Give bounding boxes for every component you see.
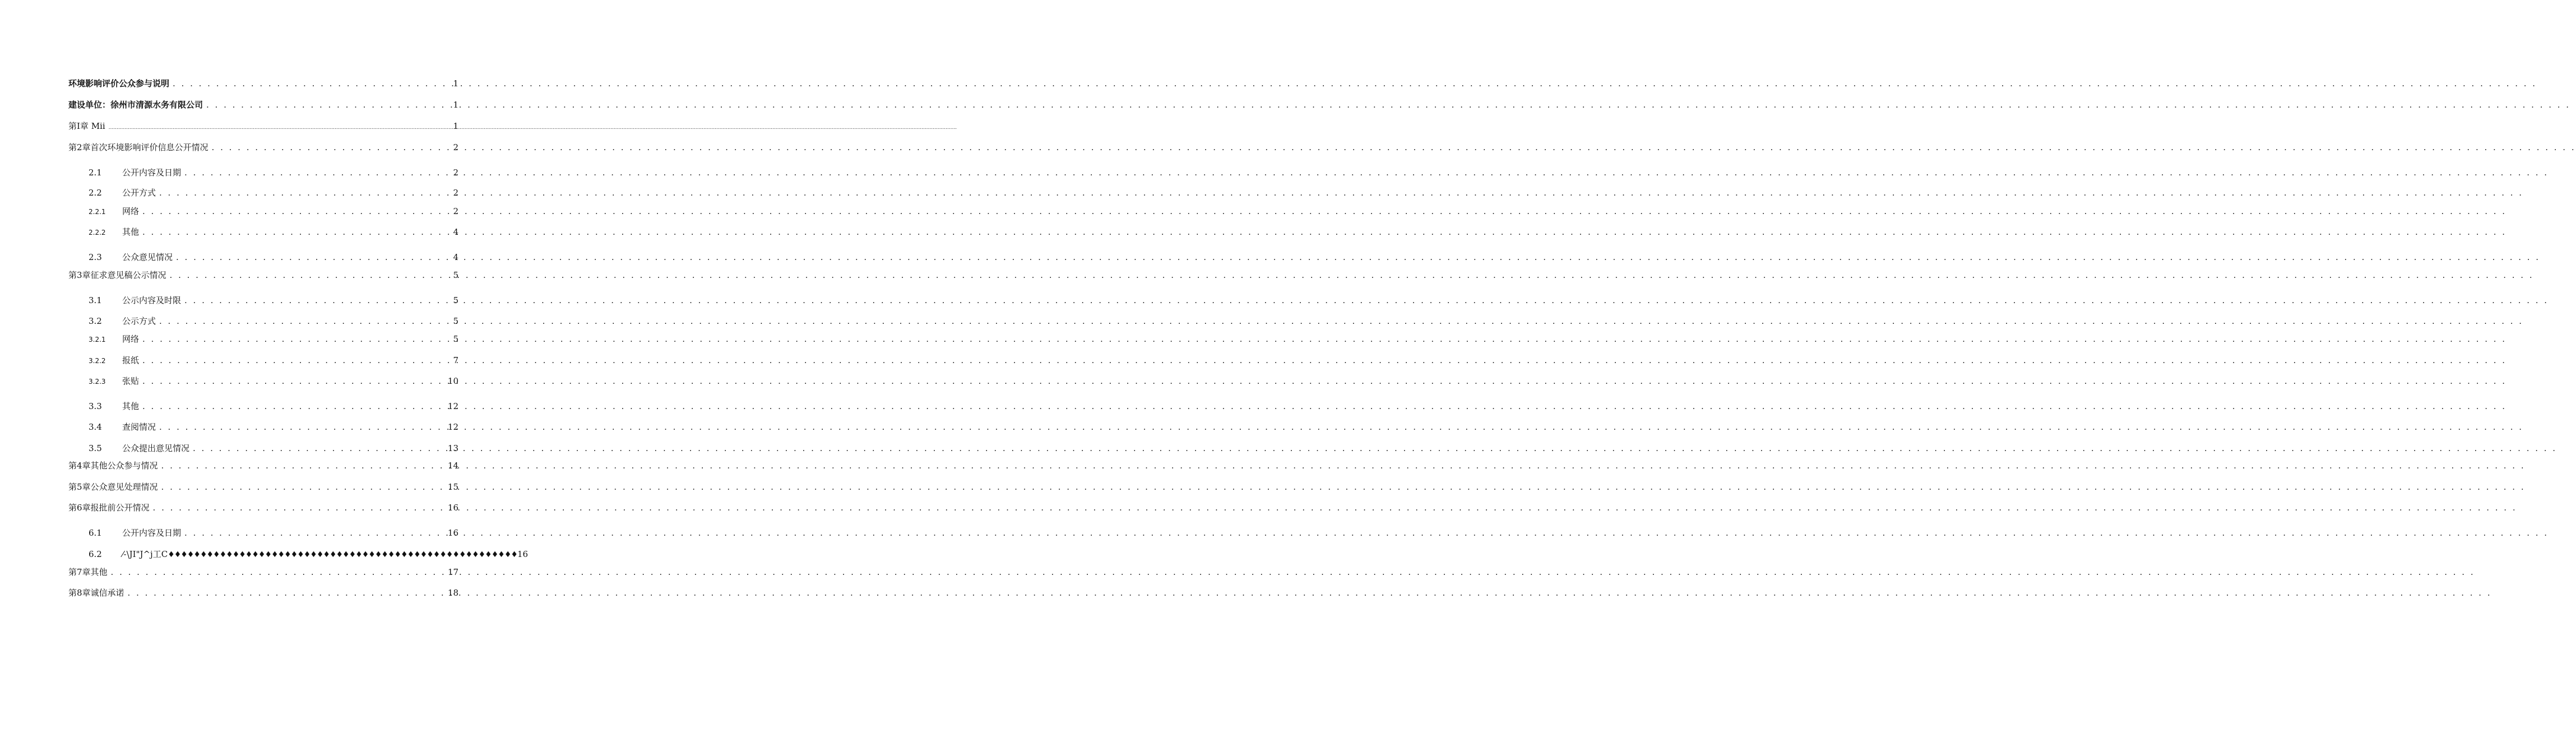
toc-dot-leader	[142, 374, 2506, 388]
toc-entry-title: 公开内容及日期	[122, 528, 182, 538]
toc-entry-title: 环境影响评价公众参与说明	[68, 78, 170, 89]
toc-entry-number: 3.3	[89, 401, 102, 411]
toc-dot-leader	[142, 332, 2506, 346]
toc-entry-number: 3.1	[89, 295, 102, 305]
toc-entry[interactable]	[0, 205, 516, 218]
toc-entry-number: 3.5	[89, 443, 102, 453]
toc-entry-title: 公众提出意见情况	[122, 443, 190, 453]
toc-entry-page: 16	[447, 528, 458, 538]
toc-dot-leader	[212, 141, 2576, 154]
toc-entry-number: 2.1	[89, 168, 102, 178]
toc-dot-leader	[170, 268, 2534, 282]
toc-dot-leader	[184, 166, 2549, 179]
toc-entry[interactable]	[0, 586, 516, 600]
toc-dot-leader	[161, 459, 2526, 472]
toc-entry-page: 12	[447, 422, 458, 432]
toc-dot-leader	[206, 98, 2570, 112]
toc-entry-page: 5	[453, 316, 458, 326]
toc-entry-number: 2.2.1	[89, 208, 106, 216]
toc-dot-leader	[184, 294, 2549, 307]
toc-dot-leader	[142, 354, 2506, 367]
toc-entry-number: 3.2.2	[89, 357, 106, 365]
toc-entry[interactable]	[0, 420, 516, 434]
toc-dot-leader	[159, 314, 2523, 328]
toc-dot-leader	[111, 565, 2475, 579]
toc-entry-page: 2	[453, 168, 458, 178]
toc-entry[interactable]	[0, 442, 516, 455]
toc-entry-title: 网络	[122, 334, 140, 344]
toc-dot-leader	[176, 250, 2540, 264]
toc-dot-leader	[173, 77, 2537, 90]
toc-entry[interactable]	[0, 526, 516, 540]
toc-entry-page: 12	[447, 401, 458, 411]
toc-dot-leader	[153, 501, 2517, 514]
toc-entry-number: 6.1	[89, 528, 102, 538]
toc-entry-title: 公开方式	[122, 188, 156, 198]
toc-entry[interactable]	[0, 141, 516, 154]
toc-entry-title: 建设单位：徐州市清源水务有限公司	[68, 100, 203, 110]
toc-entry-page: 17	[447, 567, 458, 577]
toc-entry-title: ⁄-\JI"J^j工C	[122, 549, 168, 559]
toc-entry[interactable]	[0, 77, 516, 90]
toc-entry-garbled-leader: ♦♦♦♦♦♦♦♦♦♦♦♦♦♦♦♦♦♦♦♦♦♦♦♦♦♦♦♦♦♦♦♦♦♦♦♦♦♦♦♦♦♦♦♦♦♦♦♦♦♦♦♦♦♦	[168, 550, 517, 559]
toc-entry-title: 张贴	[122, 376, 140, 386]
toc-entry[interactable]	[0, 400, 516, 413]
toc-entry-number: 2.2	[89, 188, 102, 198]
toc-entry-title: 公示方式	[122, 316, 156, 326]
toc-entry-page: 5	[453, 295, 458, 305]
toc-dot-leader	[159, 186, 2523, 199]
toc-entry-title: 第6章报批前公开情况	[68, 503, 150, 513]
toc-entry-title: 报纸	[122, 355, 140, 365]
toc-dot-leader	[193, 442, 2557, 455]
table-of-contents	[0, 0, 529, 729]
toc-entry-number: 2.2.2	[89, 229, 106, 236]
toc-entry-title: 第5章公众意见处理情况	[68, 482, 158, 492]
toc-entry-title: 第7章其他	[68, 567, 108, 577]
toc-entry-number: 3.2.1	[89, 336, 106, 343]
toc-entry-title: 第2章首次环境影响评价信息公开情况	[68, 142, 209, 152]
toc-entry[interactable]	[0, 166, 516, 179]
toc-entry[interactable]	[0, 565, 516, 579]
toc-entry[interactable]	[0, 98, 516, 112]
toc-entry[interactable]	[0, 314, 516, 328]
toc-entry-title: 第I章 Mii	[68, 121, 105, 131]
toc-dot-leader	[159, 420, 2523, 434]
toc-entry-page: 16	[517, 549, 529, 559]
toc-entry[interactable]	[0, 119, 516, 133]
toc-entry-page: 7	[453, 355, 458, 365]
toc-entry-page: 4	[453, 252, 458, 262]
toc-entry-page: 5	[453, 334, 458, 344]
toc-entry[interactable]	[0, 547, 529, 561]
toc-entry[interactable]	[0, 332, 516, 346]
toc-dot-leader	[109, 121, 957, 134]
toc-entry-page: 10	[447, 376, 458, 386]
toc-entry-title: 公示内容及时限	[122, 295, 182, 305]
toc-entry-page: 15	[447, 482, 458, 492]
toc-entry-page: 5	[453, 270, 458, 280]
toc-entry-title: 公开内容及日期	[122, 168, 182, 178]
toc-dot-leader	[142, 400, 2506, 413]
toc-entry-page: 2	[453, 142, 458, 152]
toc-entry-title: 公众意见情况	[122, 252, 173, 262]
toc-entry-number: 3.2.3	[89, 378, 106, 386]
toc-dot-leader	[161, 480, 2526, 494]
toc-dot-leader	[128, 586, 2492, 600]
toc-entry-page: 18	[447, 588, 458, 598]
toc-entry-title: 查阅情况	[122, 422, 156, 432]
toc-entry-number: 3.2	[89, 316, 102, 326]
toc-entry-title: 其他	[122, 227, 140, 237]
toc-entry-page: 14	[447, 461, 458, 471]
toc-entry[interactable]	[0, 459, 516, 472]
toc-entry-page: 2	[453, 188, 458, 198]
toc-entry-page: 1	[453, 100, 458, 110]
toc-entry[interactable]	[0, 186, 516, 199]
toc-dot-leader	[184, 526, 2549, 540]
toc-entry-number: 2.3	[89, 252, 102, 262]
toc-entry[interactable]	[0, 354, 516, 367]
toc-entry[interactable]	[0, 374, 516, 388]
toc-entry-page: 2	[453, 206, 458, 216]
toc-entry-page: 16	[447, 503, 458, 513]
toc-entry-title: 第3章征求意见稿公示情况	[68, 270, 166, 280]
toc-entry-title: 第4章其他公众参与情况	[68, 461, 158, 471]
toc-entry[interactable]	[0, 501, 516, 514]
toc-entry[interactable]	[0, 294, 516, 307]
toc-entry[interactable]	[0, 225, 516, 239]
toc-entry-title: 第8章诚信承诺	[68, 588, 124, 598]
toc-entry-page: 13	[447, 443, 458, 453]
toc-entry[interactable]	[0, 250, 516, 264]
toc-entry-page: 1	[453, 121, 458, 131]
toc-entry[interactable]	[0, 268, 516, 282]
toc-entry-page: 1	[453, 78, 458, 89]
toc-entry[interactable]	[0, 480, 516, 494]
toc-entry-number: 6.2	[89, 549, 102, 559]
toc-entry-title: 其他	[122, 401, 140, 411]
toc-dot-leader	[142, 225, 2506, 239]
toc-entry-number: 3.4	[89, 422, 102, 432]
toc-entry-page: 4	[453, 227, 458, 237]
toc-entry-title: 网络	[122, 206, 140, 216]
toc-dot-leader	[142, 205, 2506, 218]
